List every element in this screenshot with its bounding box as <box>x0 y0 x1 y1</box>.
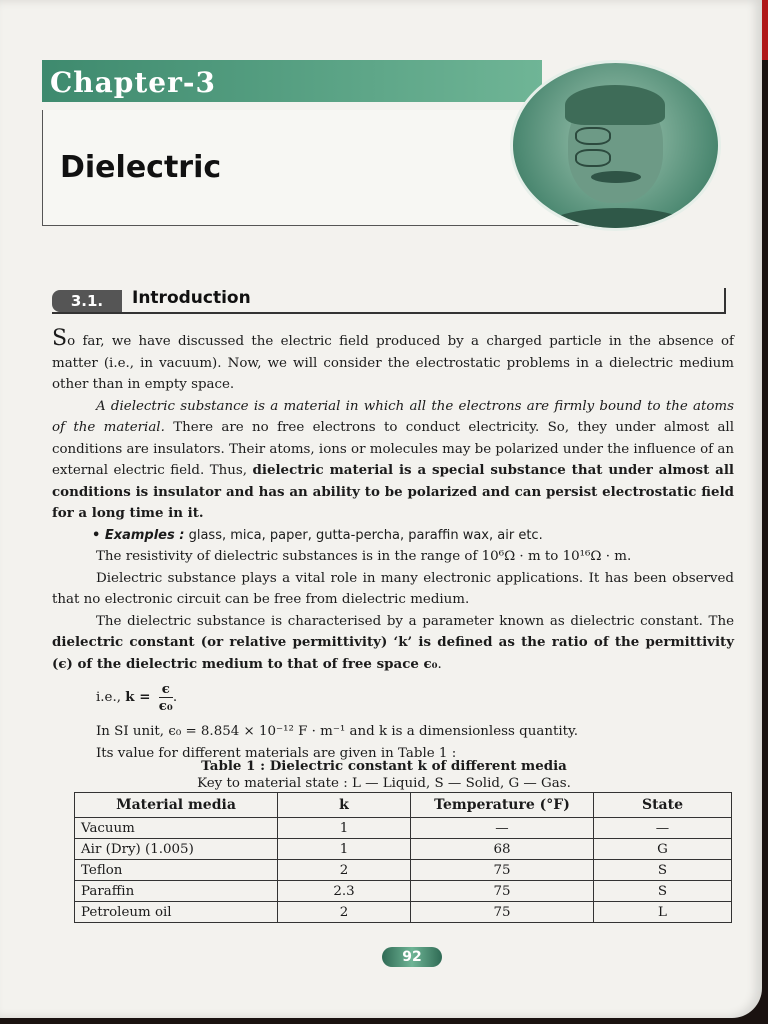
body-text <box>52 328 734 764</box>
table-cell: — <box>594 818 732 839</box>
chapter-label: Chapter-3 <box>50 66 216 99</box>
table-header-row <box>75 793 732 818</box>
scientist-portrait <box>510 60 721 231</box>
paragraph-3: The resistivity of dielectric substances is in the range of 10⁶Ω · m to 10¹⁶Ω · m. <box>96 549 632 564</box>
table-row <box>75 860 732 881</box>
table-cell: Petroleum oil <box>75 902 278 923</box>
table-cell: Air (Dry) (1.005) <box>75 839 278 860</box>
table-cell: 1 <box>278 818 411 839</box>
formula-k: i.e., k = $\frac{\epsilon}{\text{ϵ₀}}$ . <box>96 681 178 714</box>
table-cell: Paraffin <box>75 881 278 902</box>
table-cell: Vacuum <box>75 818 278 839</box>
paragraph-5: The dielectric substance is characterised by a parameter known as dielectric constant. The dielectric constant (or relative permittivity) ‘k’ is defined as the ratio of the permittivity (ϵ) of the dielectric medium to that of free space ϵ₀. <box>52 613 734 672</box>
table-key: Key to material state : L — Liquid, S — Solid, G — Gas. <box>197 776 571 791</box>
paragraph-4: Dielectric substance plays a vital role in many electronic applications. It has been observed that no electronic circuit can be free from dielectric medium. <box>52 570 734 607</box>
dielectric-table <box>74 792 732 923</box>
paragraph-6: In SI unit, ϵ₀ = 8.854 × 10⁻¹² F · m⁻¹ and k is a dimensionless quantity. <box>96 724 579 739</box>
table-cell: 75 <box>411 860 594 881</box>
table-cell: 68 <box>411 839 594 860</box>
table-cell: 75 <box>411 881 594 902</box>
table-cell: 75 <box>411 902 594 923</box>
table-cell: 2 <box>278 860 411 881</box>
paragraph-2: A dielectric substance is a material in which all the electrons are firmly bound to the atoms of the material. There are no free electrons to conduct electricity. So, they under almost all conditions are insulators. Their atoms, ions or molecules may be polarized under the influence of an external electric field. Thus, dielectric material is a special substance that under almost all conditions is insulator and has an ability to be polarized and can persist electrostatic field for a long time in it. <box>52 398 734 521</box>
page-number: 92 <box>382 947 442 967</box>
examples: • Examples : glass, mica, paper, gutta-percha, paraffin wax, air etc. <box>92 527 543 543</box>
paragraph-1: So far, we have discussed the electric field produced by a charged particle in the absence of matter (i.e., in vacuum). Now, we will consider the electrostatic problems in a dielectric medium other than in empty space. <box>52 326 734 392</box>
table-caption: Table 1 : Dielectric constant k of different media <box>201 758 567 774</box>
table-cell: L <box>594 902 732 923</box>
table-header: Temperature (°F) <box>411 793 594 818</box>
table-cell: 1 <box>278 839 411 860</box>
table-cell: — <box>411 818 594 839</box>
paragraph-7: Its value for different materials are given in Table 1 : <box>96 745 457 761</box>
table-cell: S <box>594 860 732 881</box>
table-cell: 2 <box>278 902 411 923</box>
section-number: 3.1. <box>52 290 122 312</box>
table-cell: S <box>594 881 732 902</box>
table-row <box>75 902 732 923</box>
table-header: State <box>594 793 732 818</box>
table-row <box>75 881 732 902</box>
table-cell: Teflon <box>75 860 278 881</box>
table-cell: 2.3 <box>278 881 411 902</box>
section-title: Introduction <box>132 288 251 308</box>
table-cell: G <box>594 839 732 860</box>
chapter-title: Dielectric <box>60 150 222 185</box>
table-row <box>75 839 732 860</box>
table-header: Material media <box>75 793 278 818</box>
table-row <box>75 818 732 839</box>
table-header: k <box>278 793 411 818</box>
